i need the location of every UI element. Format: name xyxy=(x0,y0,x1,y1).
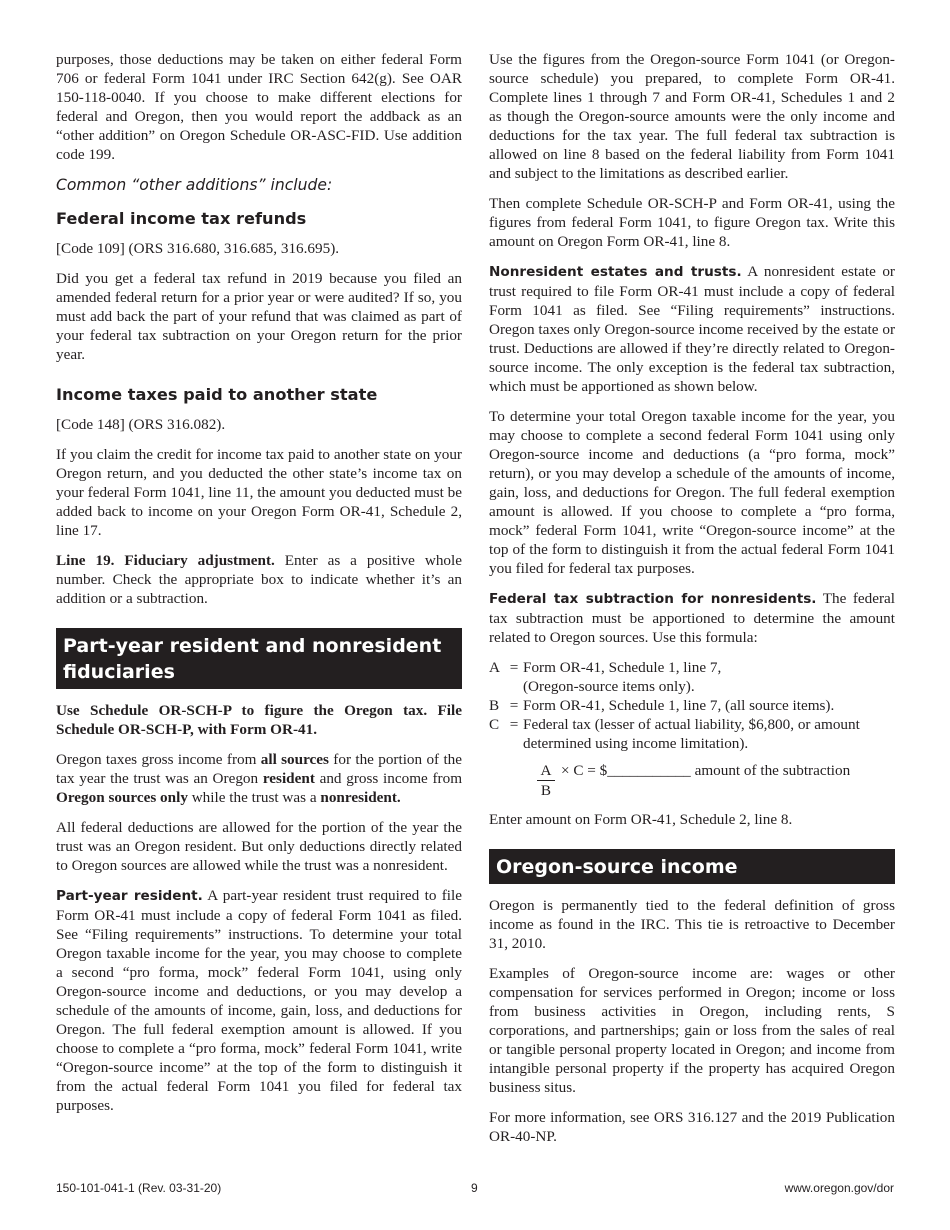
gross-text-4: while the trust was a xyxy=(187,789,321,806)
tied-paragraph: Oregon is permanently tied to the federal definition of gross income as found in the IRC. This tie is retroactive to December 31, 2010. xyxy=(489,897,895,952)
fraction-numerator: A xyxy=(537,761,555,781)
form-number: 150-101-041-1 (Rev. 03-31-20) xyxy=(56,1181,222,1195)
gross-oregon-only: Oregon sources only xyxy=(56,789,188,806)
formula-text: Form OR-41, Schedule 1, line 7, xyxy=(523,659,722,676)
nonresident-lead: Nonresident estates and trusts. xyxy=(489,264,742,280)
gross-text-1: Oregon taxes gross income from xyxy=(56,751,261,768)
fedsub-lead: Federal tax subtraction for nonresidents. xyxy=(489,591,817,607)
gross-income-paragraph xyxy=(56,750,462,807)
line19-body: Enter as a positive whole number. Check the appropriate box to indicate whether it’s an addition or a subtraction. xyxy=(56,552,462,607)
gross-text-2: for the portion of the tax year the trust was an Oregon xyxy=(56,751,463,787)
nonresident-paragraph xyxy=(489,262,895,396)
formula-text: Federal tax (lesser of actual liability, $6,800, or amount xyxy=(523,716,860,733)
fraction-denominator: B xyxy=(540,782,552,799)
deductions-paragraph: All federal deductions are allowed for the portion of the year the trust was an Oregon resident. But only deductions directly related to Oregon sources are allowed while the trust was a nonresident. xyxy=(56,819,462,874)
more-info-paragraph: For more information, see ORS 316.127 and the 2019 Publication OR-40-NP. xyxy=(489,1109,895,1145)
gross-text-3: and gross income from xyxy=(314,770,463,787)
line19-paragraph xyxy=(56,551,462,608)
formula-equals: = xyxy=(509,697,519,714)
fraction xyxy=(537,761,555,800)
taxes-heading: Income taxes paid to another state xyxy=(56,385,378,404)
apportion-formula xyxy=(489,658,895,753)
line19-lead: Line 19. Fiduciary adjustment. xyxy=(56,552,275,569)
formula-equals xyxy=(505,734,523,753)
enter-amount: Enter amount on Form OR-41, Schedule 2, line 8. xyxy=(489,811,793,828)
partyear-banner: Part-year resident and nonresident fiduciaries xyxy=(56,628,462,689)
sch-p-instruction: Use Schedule OR-SCH-P to figure the Oregon tax. File Schedule OR-SCH-P, with Form OR-41. xyxy=(56,702,462,738)
page-number: 9 xyxy=(471,1181,478,1195)
determine-paragraph: To determine your total Oregon taxable income for the year, you may choose to complete a second federal Form 1041 using only Oregon-source income and deductions (a “pro forma, mock” return), or you may develop a schedule of the amounts of income, gain, loss, and deductions for Oregon. The full federal exemption amount is allowed. If you choose to complete a “pro forma, mock” federal Form 1041, write “Oregon-source income” at the top of the form to distinguish it from the actual federal Form 1041 you filed for federal tax purposes. xyxy=(489,408,895,577)
formula-letter: B xyxy=(489,697,500,714)
partyear-body: A part-year resident trust required to file Form OR-41 must include a copy of federal Form 1041 as filed. See “Filing requirements” instructions. To determine your total Oregon taxable income for the year, you may choose to complete a second “pro forma, mock” federal Form 1041, using only Oregon-source income and deductions, or you may develop a schedule of the amounts of income, gain, loss, and deductions for Oregon. The full federal exemption amount is allowed. If you choose to complete a “pro forma, mock” federal Form 1041, write “Oregon-source income” at the top of the form to distinguish it from the actual federal Form 1041 you filed for federal tax purposes. xyxy=(56,887,462,1114)
partyear-paragraph xyxy=(56,886,462,1115)
partyear-lead: Part-year resident. xyxy=(56,888,203,904)
common-additions-heading: Common “other additions” include: xyxy=(56,176,333,194)
formula-letter xyxy=(489,677,505,696)
formula-letter: C xyxy=(489,716,500,733)
taxes-body: If you claim the credit for income tax paid to another state on your Oregon return, and you deducted the other state’s income tax on your federal Form 1041, line 11, the amount you deducted must be added back to income on your Oregon Form OR-41, Schedule 2, line 17. xyxy=(56,446,462,539)
fraction-rest: × C = $___________ amount of the subtraction xyxy=(561,762,851,779)
formula-equals: = xyxy=(509,716,519,733)
formula-text: determined using income limitation). xyxy=(523,735,749,752)
gross-nonresident: nonresident. xyxy=(320,789,401,806)
taxes-code: [Code 148] (ORS 316.082). xyxy=(56,416,226,433)
fedsub-paragraph xyxy=(489,589,895,647)
formula-equals xyxy=(505,677,523,696)
examples-paragraph: Examples of Oregon-source income are: wages or other compensation for services performed in Oregon; income or loss from business activities in Oregon, including rents, S corporations, and partnerships; gain or loss from the sales of real or tangible personal property located in Oregon; and income from intangible personal property if the property has acquired Oregon business situs. xyxy=(489,965,895,1096)
left-column xyxy=(56,50,462,1126)
oregon-source-banner: Oregon-source income xyxy=(489,849,895,884)
formula-letter: A xyxy=(489,659,500,676)
gross-resident: resident xyxy=(262,770,315,787)
figures-paragraph: Use the figures from the Oregon-source Form 1041 (or Oregon-source schedule) you prepared, to complete Form OR-41. Complete lines 1 through 7 and Form OR-41, Schedules 1 and 2 as though the Oregon-source amounts were the only income and deductions for the tax year. The full federal tax subtraction is allowed on line 8 based on the federal liability from Form 1041 and subject to the limitations as described earlier. xyxy=(489,51,895,182)
formula-text: (Oregon-source items only). xyxy=(523,678,695,695)
fraction-row xyxy=(489,761,895,800)
website-link[interactable]: www.oregon.gov/dor xyxy=(784,1181,894,1195)
formula-text: Form OR-41, Schedule 1, line 7, (all source items). xyxy=(523,697,835,714)
refunds-heading: Federal income tax refunds xyxy=(56,209,307,228)
formula-equals: = xyxy=(509,659,519,676)
nonresident-body: A nonresident estate or trust required to file Form OR-41 must include a copy of federal Form 1041 as filed. See “Filing requirements” instructions. Oregon taxes only Oregon-source income received by the estate or trust. Deductions are allowed if they’re directly related to Oregon-source income. The only exception is the federal tax subtraction, which must be apportioned as shown below. xyxy=(489,263,895,395)
intro-paragraph: purposes, those deductions may be taken on either federal Form 706 or federal Form 1041 under IRC Section 642(g). See OAR 150-118-0040. If you choose to make different elections for federal and Oregon, then you would report the addback as an “other addition” on Oregon Schedule OR-ASC-FID. Use addition code 199. xyxy=(56,51,462,163)
refunds-code: [Code 109] (ORS 316.680, 316.685, 316.695). xyxy=(56,240,340,257)
refunds-body: Did you get a federal tax refund in 2019 because you filed an amended federal return for a prior year or were audited? If so, you must add back the part of your refund that was claimed as part of your federal tax subtraction on your Oregon return for the prior year. xyxy=(56,270,462,363)
then-paragraph: Then complete Schedule OR-SCH-P and Form OR-41, using the figures from federal Form 1041, to figure Oregon tax. Write this amount on Oregon Form OR-41, line 8. xyxy=(489,195,895,250)
gross-all-sources: all sources xyxy=(260,751,329,768)
fedsub-body: The federal tax subtraction must be apportioned to determine the amount related to Oregon sources. Use this formula: xyxy=(489,590,895,646)
right-column xyxy=(489,50,895,1157)
formula-letter xyxy=(489,734,505,753)
